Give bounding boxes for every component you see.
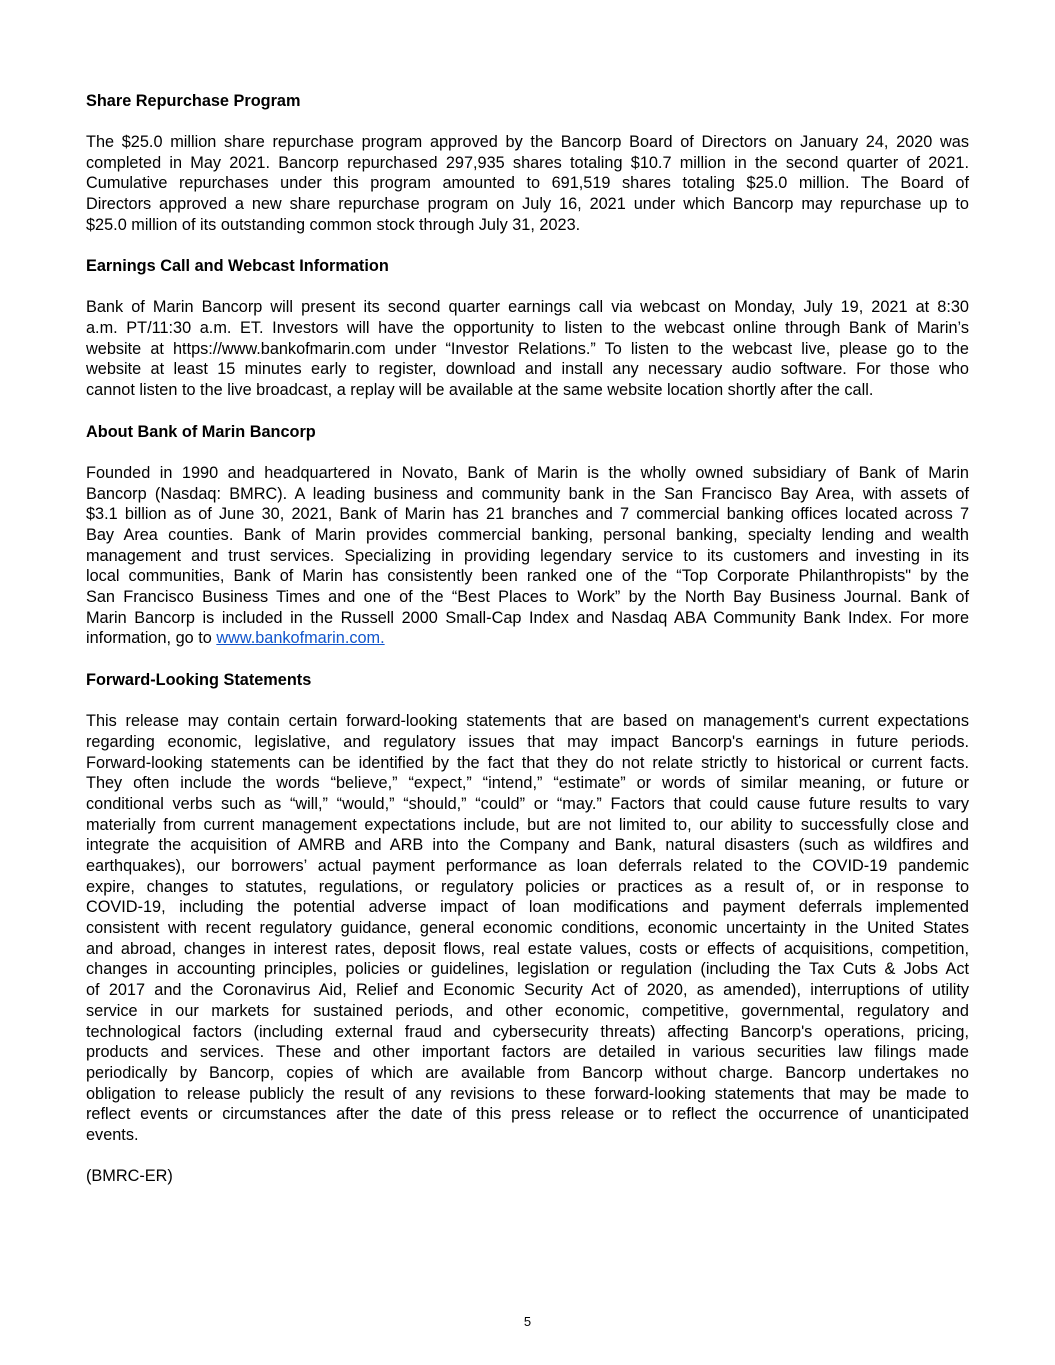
text-line: a.m. PT/11:30 a.m. ET. Investors will have the opportunity to listen to the webcast online through Bank of Marin’s <box>86 319 969 338</box>
text-line: completed in May 2021. Bancorp repurchased 297,935 shares totaling $10.7 million in the second quarter of 2021. <box>86 153 969 172</box>
text-line: events. <box>86 1125 139 1144</box>
text-line: local communities, Bank of Marin has consistently been ranked one of the “Top Corporate Philanthropists" by the <box>86 567 969 586</box>
text-line: regarding economic, legislative, and regulatory issues that may impact Bancorp's earnings in future periods. <box>86 732 969 751</box>
text-line: conditional verbs such as “will,” “would,” “should,” “could” or “may.” Factors that could cause future results to vary <box>86 794 969 813</box>
text-line: The $25.0 million share repurchase program approved by the Bancorp Board of Directors on January 24, 2020 was <box>86 132 969 151</box>
paragraph <box>86 711 969 1145</box>
text-line: website at https://www.bankofmarin.com under “Investor Relations.” To listen to the webcast live, please go to the <box>86 339 969 358</box>
text-line: Directors approved a new share repurchase program on July 16, 2021 under which Bancorp may repurchase up to <box>86 194 969 213</box>
text-line: products and services. These and other important factors are detailed in various securities law filings made <box>86 1043 969 1062</box>
text-line: Cumulative repurchases under this program amounted to 691,519 shares totaling $25.0 million. The Board of <box>86 174 969 193</box>
paragraph <box>86 297 969 400</box>
document-body <box>86 91 969 1188</box>
section-heading: Share Repurchase Program <box>86 91 301 110</box>
text-line: expire, changes to statutes, regulations, or regulatory policies or practices as a result of, or in response to <box>86 877 969 896</box>
text-line: consistent with recent regulatory guidance, general economic conditions, economic uncertainty in the United States <box>86 919 969 938</box>
text-line: materially from current management expectations include, but are not limited to, our ability to successfully close and <box>86 815 969 834</box>
text-line: periodically by Bancorp, copies of which are available from Bancorp without charge. Bancorp undertakes no <box>86 1063 969 1082</box>
text-line: Founded in 1990 and headquartered in Novato, Bank of Marin is the wholly owned subsidiary of Bank of Marin <box>86 463 969 482</box>
text-line: changes in accounting principles, policies or guidelines, legislation or regulation (including the Tax Cuts & Jobs Act <box>86 960 969 979</box>
text-line: integrate the acquisition of AMRB and ARB into the Company and Bank, natural disasters (such as wildfires and <box>86 836 969 855</box>
text-line: obligation to release publicly the result of any revisions to these forward-looking statements that may be made to <box>86 1084 969 1103</box>
text-line: Bay Area counties. Bank of Marin provides commercial banking, personal banking, specialty lending and wealth <box>86 525 969 544</box>
section-heading: Earnings Call and Webcast Information <box>86 257 389 276</box>
paragraph <box>86 132 969 235</box>
text-line: service in our markets for sustained periods, and other economic, competitive, governmental, regulatory and <box>86 1001 969 1020</box>
text-span: information, go to <box>86 629 217 648</box>
text-line: website at least 15 minutes early to register, download and install any necessary audio software. For those who <box>86 360 969 379</box>
text-line: management and trust services. Specializing in providing legendary service to its customers and investing in its <box>86 546 969 565</box>
text-line: Bancorp (Nasdaq: BMRC). A leading business and community bank in the San Francisco Bay Area, with assets of <box>86 484 969 503</box>
text-line: Bank of Marin Bancorp will present its second quarter earnings call via webcast on Monday, July 19, 2021 at 8:30 <box>86 298 969 317</box>
text-line: Forward-looking statements can be identified by the fact that they do not relate strictly to historical or current facts. <box>86 753 969 772</box>
text-line <box>86 628 969 649</box>
text-line: San Francisco Business Times and one of the “Best Places to Work” by the North Bay Business Journal. Bank of <box>86 588 969 607</box>
text-line: They often include the words “believe,” “expect,” “intend,” “estimate” or words of similar meaning, or future or <box>86 774 969 793</box>
text-line: Marin Bancorp is included in the Russell 2000 Small-Cap Index and Nasdaq ABA Community Bank Index. For more <box>86 608 969 627</box>
text-line: COVID-19, including the potential adverse impact of loan modifications and payment deferrals implemented <box>86 898 969 917</box>
text-line: technological factors (including external fraud and cybersecurity threats) affecting Bancorp's operations, pricing, <box>86 1022 969 1041</box>
text-line: This release may contain certain forward-looking statements that are based on management's current expectations <box>86 712 969 731</box>
website-link[interactable]: www.bankofmarin.com. <box>216 629 385 648</box>
section-heading: Forward-Looking Statements <box>86 670 312 689</box>
page-number: 5 <box>523 1314 532 1329</box>
text-line: reflect events or circumstances after the date of this press release or to reflect the occurrence of unanticipated <box>86 1105 969 1124</box>
text-line: and abroad, changes in interest rates, deposit flows, real estate values, costs or effects of acquisitions, competition, <box>86 939 969 958</box>
section-heading: About Bank of Marin Bancorp <box>86 422 316 441</box>
text-line: $3.1 billion as of June 30, 2021, Bank of Marin has 21 branches and 7 commercial banking offices located across 7 <box>86 505 969 524</box>
text-line: cannot listen to the live broadcast, a replay will be available at the same website location shortly after the call. <box>86 381 874 400</box>
text-line: $25.0 million of its outstanding common stock through July 31, 2023. <box>86 215 581 234</box>
footer-tag: (BMRC-ER) <box>86 1167 173 1186</box>
paragraph <box>86 463 969 649</box>
text-line: of 2017 and the Coronavirus Aid, Relief and Economic Security Act of 2020, as amended), interruptions of utility <box>86 981 969 1000</box>
text-line: earthquakes), our borrowers’ actual payment performance as loan deferrals related to the COVID-19 pandemic <box>86 857 969 875</box>
